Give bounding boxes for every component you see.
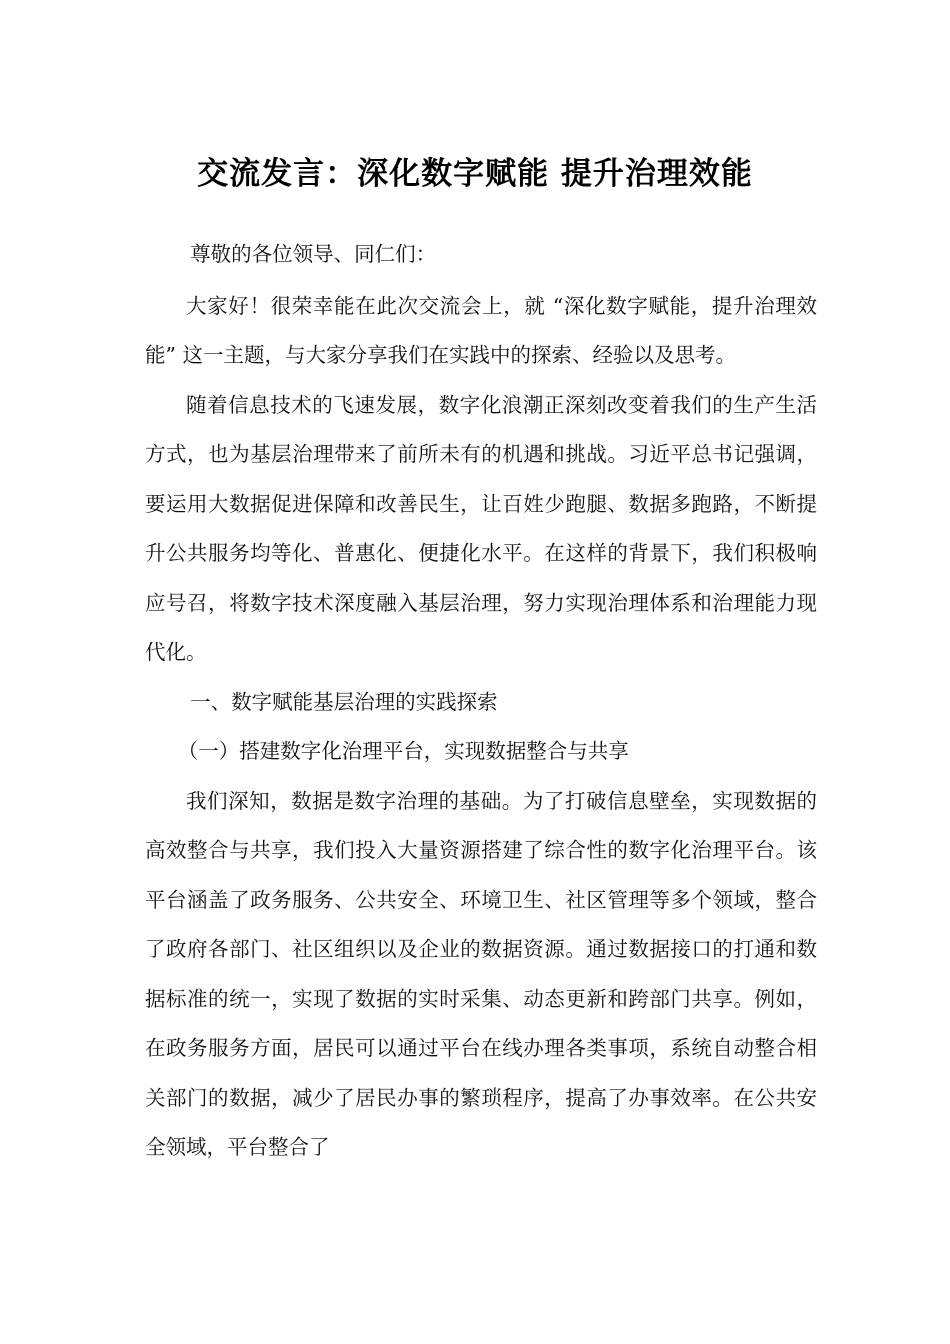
document-title: 交流发言：深化数字赋能 提升治理效能 xyxy=(197,155,753,192)
greeting-paragraph: 大家好！很荣幸能在此次交流会上，就 “深化数字赋能，提升治理效能” 这一主题，与大家分享我们在实践中的探索、经验以及思考。 xyxy=(145,293,817,367)
section-heading: 一、数字赋能基层治理的实践探索 xyxy=(190,689,498,714)
salutation-paragraph: 尊敬的各位领导、同仁们： xyxy=(190,242,437,266)
background-paragraph: 随着信息技术的飞速发展，数字化浪潮正深刻改变着我们的生产生活方式，也为基层治理带来了前所未有的机遇和挑战。习近平总书记强调，要运用大数据促进保障和改善民生，让百姓少跑腿、数据多跑路，不断提升公共服务均等化、普惠化、便捷化水平。在这样的背景下，我们积极响应号召，将数字技术深度融入基层治理，努力实现治理体系和治理能力现代化。 xyxy=(145,392,817,664)
document-body xyxy=(145,230,817,1173)
platform-paragraph: 我们深知，数据是数字治理的基础。为了打破信息壁垒，实现数据的高效整合与共享，我们投入大量资源搭建了综合性的数字化治理平台。该平台涵盖了政务服务、公共安全、环境卫生、社区管理等多个领域，整合了政府各部门、社区组织以及企业的数据资源。通过数据接口的打通和数据标准的统一，实现了数据的实时采集、动态更新和跨部门共享。例如，在政务服务方面，居民可以通过平台在线办理各类事项，系统自动整合相关部门的数据，减少了居民办事的繁琐程序，提高了办事效率。在公共安全领域，平台整合了 xyxy=(145,788,817,1159)
subsection-heading: （一）搭建数字化治理平台，实现数据整合与共享 xyxy=(177,739,629,763)
